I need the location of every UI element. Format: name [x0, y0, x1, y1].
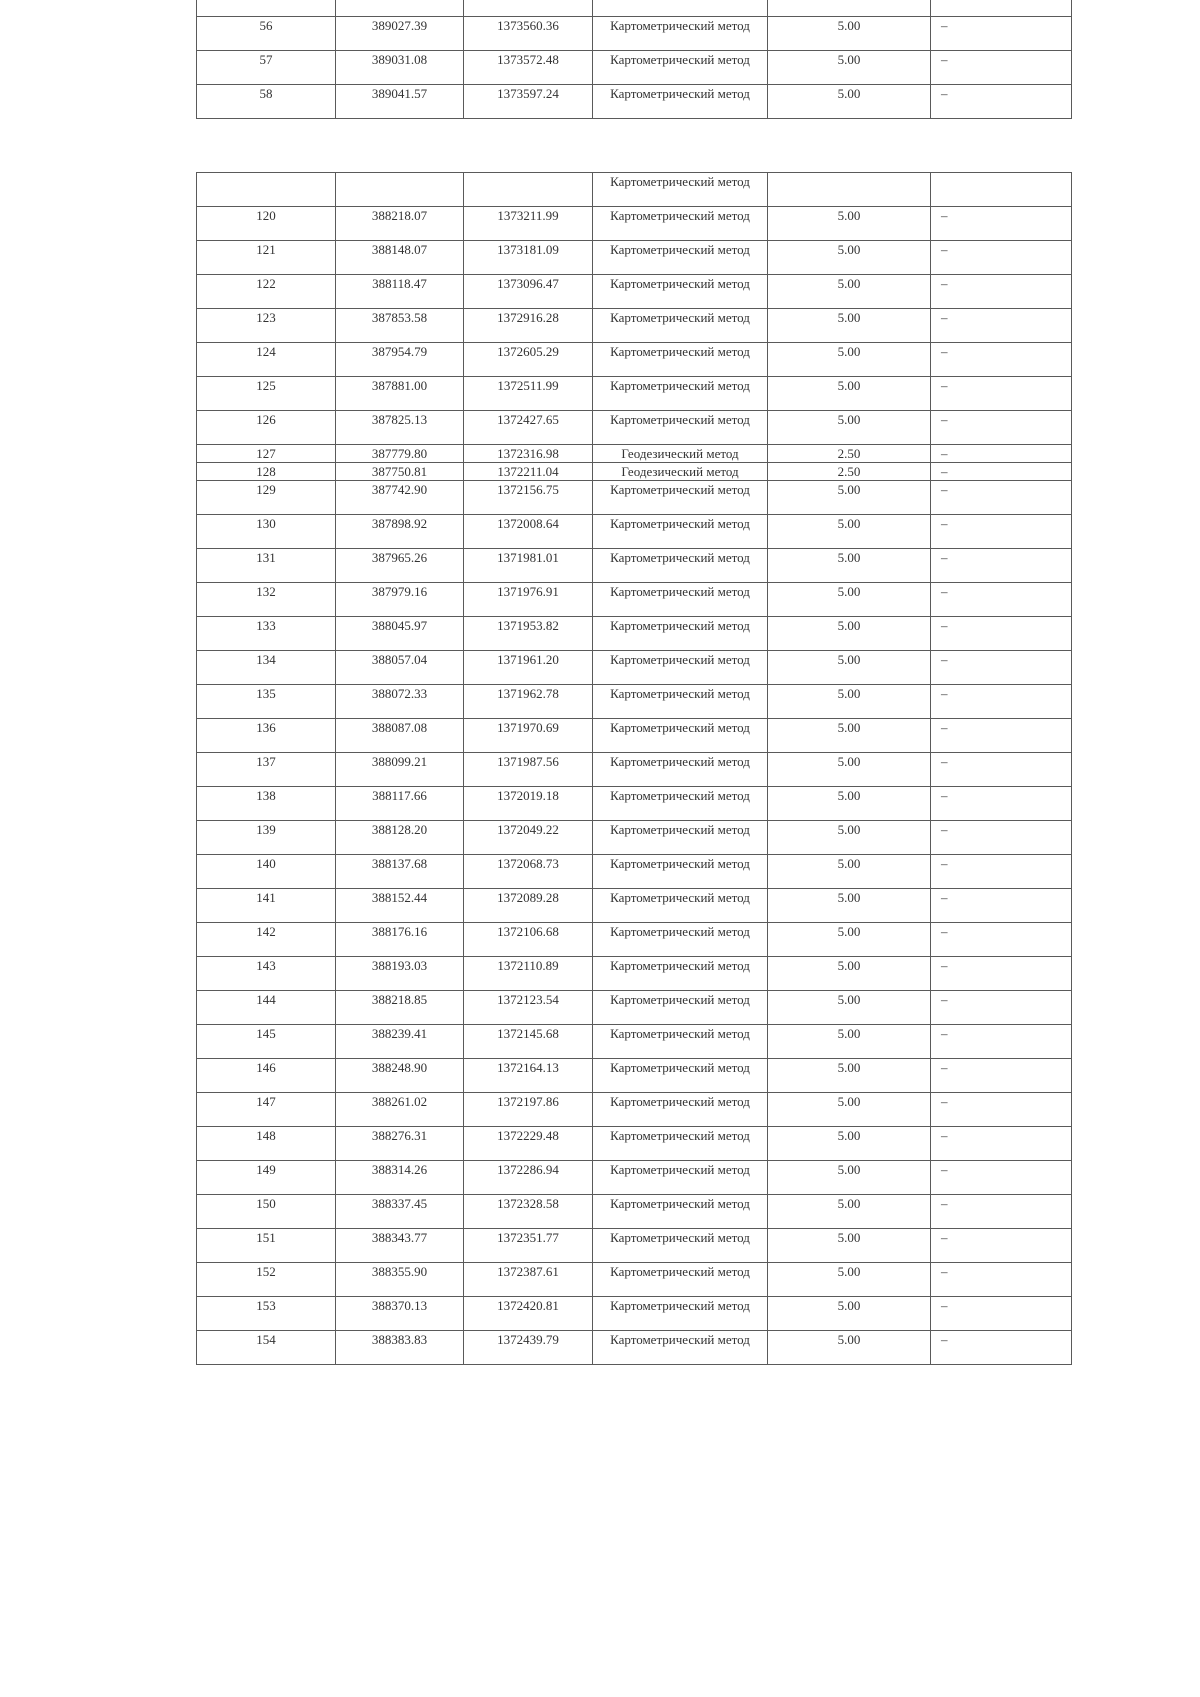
x-coordinate-cell: 388261.02 [336, 1093, 464, 1127]
note-cell: – [931, 1059, 1072, 1093]
error-cell: 5.00 [768, 719, 931, 753]
note-cell: – [931, 753, 1072, 787]
y-coordinate-cell: 1372110.89 [464, 957, 593, 991]
method-cell: Картометрический метод [593, 923, 768, 957]
x-coordinate-cell: 388137.68 [336, 855, 464, 889]
method-cell: Картометрический метод [593, 411, 768, 445]
note-cell: – [931, 991, 1072, 1025]
x-coordinate-cell: 388176.16 [336, 923, 464, 957]
method-cell: Картометрический метод [593, 1127, 768, 1161]
point-number-cell: 138 [197, 787, 336, 821]
table-row [197, 583, 1072, 617]
y-coordinate-cell: 1371953.82 [464, 617, 593, 651]
x-coordinate-cell: 387825.13 [336, 411, 464, 445]
error-cell: 5.00 [768, 309, 931, 343]
note-cell: – [931, 1161, 1072, 1195]
y-coordinate-cell: 1372351.77 [464, 1229, 593, 1263]
note-cell: – [931, 957, 1072, 991]
point-number-cell: 121 [197, 241, 336, 275]
coordinates-table [196, 172, 1072, 1365]
error-cell: 5.00 [768, 957, 931, 991]
x-coordinate-cell: 388099.21 [336, 753, 464, 787]
x-coordinate-cell: 388072.33 [336, 685, 464, 719]
x-coordinate-cell: 388239.41 [336, 1025, 464, 1059]
error-cell: 5.00 [768, 651, 931, 685]
method-cell: Картометрический метод [593, 85, 768, 119]
error-cell: 5.00 [768, 1127, 931, 1161]
y-coordinate-cell: 1372156.75 [464, 481, 593, 515]
y-coordinate-cell: 1373181.09 [464, 241, 593, 275]
note-cell: – [931, 923, 1072, 957]
note-cell [931, 173, 1072, 207]
table-row [197, 481, 1072, 515]
note-cell: – [931, 1025, 1072, 1059]
point-number-cell: 148 [197, 1127, 336, 1161]
method-cell: Картометрический метод [593, 991, 768, 1025]
point-number-cell: 135 [197, 685, 336, 719]
note-cell: – [931, 85, 1072, 119]
table-row [197, 275, 1072, 309]
table-row [197, 1127, 1072, 1161]
method-cell: Картометрический метод [593, 889, 768, 923]
y-coordinate-cell: 1373211.99 [464, 207, 593, 241]
table-fragment-top [196, 0, 1071, 101]
error-cell: 5.00 [768, 1297, 931, 1331]
y-coordinate-cell: 1372229.48 [464, 1127, 593, 1161]
table-row [197, 17, 1072, 51]
table-row [197, 343, 1072, 377]
table-row [197, 309, 1072, 343]
note-cell: – [931, 787, 1072, 821]
y-coordinate-cell: 1371987.56 [464, 753, 593, 787]
method-cell: Геодезический метод [593, 463, 768, 481]
method-cell: Картометрический метод [593, 753, 768, 787]
error-cell: 5.00 [768, 411, 931, 445]
table-row [197, 821, 1072, 855]
point-number-cell: 153 [197, 1297, 336, 1331]
x-coordinate-cell: 388148.07 [336, 241, 464, 275]
y-coordinate-cell: 1372605.29 [464, 343, 593, 377]
method-cell: Картометрический метод [593, 1297, 768, 1331]
method-cell: Картометрический метод [593, 1195, 768, 1229]
y-coordinate-cell: 1371961.20 [464, 651, 593, 685]
note-cell: – [931, 719, 1072, 753]
table-row [197, 991, 1072, 1025]
table-row [197, 0, 1072, 17]
error-cell: 5.00 [768, 1195, 931, 1229]
method-cell: Картометрический метод [593, 719, 768, 753]
x-coordinate-cell: 388343.77 [336, 1229, 464, 1263]
error-cell: 5.00 [768, 275, 931, 309]
x-coordinate-cell: 389027.39 [336, 17, 464, 51]
x-coordinate-cell: 388337.45 [336, 1195, 464, 1229]
y-coordinate-cell: 1372068.73 [464, 855, 593, 889]
point-number-cell: 136 [197, 719, 336, 753]
x-coordinate-cell: 387954.79 [336, 343, 464, 377]
table-row [197, 651, 1072, 685]
method-cell: Картометрический метод [593, 549, 768, 583]
table-row [197, 1229, 1072, 1263]
method-cell: Картометрический метод [593, 1025, 768, 1059]
point-number-cell [197, 0, 336, 17]
table-row [197, 923, 1072, 957]
note-cell: – [931, 549, 1072, 583]
x-coordinate-cell: 388218.07 [336, 207, 464, 241]
method-cell: Картометрический метод [593, 275, 768, 309]
method-cell: Геодезический метод [593, 445, 768, 463]
error-cell: 5.00 [768, 207, 931, 241]
note-cell: – [931, 411, 1072, 445]
point-number-cell: 137 [197, 753, 336, 787]
y-coordinate-cell: 1372164.13 [464, 1059, 593, 1093]
x-coordinate-cell: 388087.08 [336, 719, 464, 753]
note-cell: – [931, 889, 1072, 923]
table-row [197, 377, 1072, 411]
error-cell: 5.00 [768, 1025, 931, 1059]
method-cell: Картометрический метод [593, 207, 768, 241]
point-number-cell: 124 [197, 343, 336, 377]
error-cell: 5.00 [768, 583, 931, 617]
note-cell: – [931, 1263, 1072, 1297]
error-cell: 5.00 [768, 787, 931, 821]
point-number-cell: 142 [197, 923, 336, 957]
x-coordinate-cell: 387853.58 [336, 309, 464, 343]
point-number-cell: 140 [197, 855, 336, 889]
method-cell: Картометрический метод [593, 481, 768, 515]
table-row [197, 241, 1072, 275]
y-coordinate-cell: 1372008.64 [464, 515, 593, 549]
point-number-cell: 134 [197, 651, 336, 685]
y-coordinate-cell: 1372106.68 [464, 923, 593, 957]
x-coordinate-cell: 388193.03 [336, 957, 464, 991]
note-cell: – [931, 685, 1072, 719]
error-cell: 5.00 [768, 617, 931, 651]
error-cell: 5.00 [768, 855, 931, 889]
y-coordinate-cell: 1371976.91 [464, 583, 593, 617]
error-cell: 5.00 [768, 923, 931, 957]
table-row [197, 1161, 1072, 1195]
table-row [197, 173, 1072, 207]
x-coordinate-cell: 388057.04 [336, 651, 464, 685]
x-coordinate-cell: 388128.20 [336, 821, 464, 855]
note-cell: – [931, 377, 1072, 411]
method-cell: Картометрический метод [593, 241, 768, 275]
note-cell: – [931, 1331, 1072, 1365]
note-cell: – [931, 445, 1072, 463]
y-coordinate-cell [464, 173, 593, 207]
y-coordinate-cell: 1373597.24 [464, 85, 593, 119]
method-cell: Картометрический метод [593, 343, 768, 377]
y-coordinate-cell: 1372286.94 [464, 1161, 593, 1195]
table-row [197, 207, 1072, 241]
point-number-cell: 122 [197, 275, 336, 309]
point-number-cell: 152 [197, 1263, 336, 1297]
x-coordinate-cell: 388045.97 [336, 617, 464, 651]
y-coordinate-cell: 1372427.65 [464, 411, 593, 445]
table-row [197, 85, 1072, 119]
y-coordinate-cell: 1372316.98 [464, 445, 593, 463]
table-row [197, 1093, 1072, 1127]
method-cell: Картометрический метод [593, 377, 768, 411]
x-coordinate-cell [336, 173, 464, 207]
table-row [197, 1297, 1072, 1331]
x-coordinate-cell: 388314.26 [336, 1161, 464, 1195]
error-cell: 5.00 [768, 51, 931, 85]
method-cell: Картометрический метод [593, 51, 768, 85]
method-cell: Картометрический метод [593, 1263, 768, 1297]
y-coordinate-cell: 1372145.68 [464, 1025, 593, 1059]
error-cell: 2.50 [768, 463, 931, 481]
x-coordinate-cell: 387750.81 [336, 463, 464, 481]
point-number-cell: 144 [197, 991, 336, 1025]
x-coordinate-cell: 388152.44 [336, 889, 464, 923]
table-row [197, 1025, 1072, 1059]
error-cell [768, 173, 931, 207]
x-coordinate-cell: 388117.66 [336, 787, 464, 821]
y-coordinate-cell: 1372049.22 [464, 821, 593, 855]
error-cell: 2.50 [768, 445, 931, 463]
error-cell: 5.00 [768, 1161, 931, 1195]
x-coordinate-cell: 387779.80 [336, 445, 464, 463]
error-cell: 5.00 [768, 1093, 931, 1127]
table-row [197, 957, 1072, 991]
y-coordinate-cell: 1372511.99 [464, 377, 593, 411]
point-number-cell: 149 [197, 1161, 336, 1195]
method-cell: Картометрический метод [593, 1229, 768, 1263]
point-number-cell: 131 [197, 549, 336, 583]
error-cell: 5.00 [768, 889, 931, 923]
note-cell: – [931, 583, 1072, 617]
x-coordinate-cell: 387898.92 [336, 515, 464, 549]
table-row [197, 855, 1072, 889]
table-row [197, 411, 1072, 445]
point-number-cell: 126 [197, 411, 336, 445]
y-coordinate-cell: 1371962.78 [464, 685, 593, 719]
point-number-cell: 154 [197, 1331, 336, 1365]
x-coordinate-cell: 389041.57 [336, 85, 464, 119]
note-cell: – [931, 821, 1072, 855]
error-cell: 5.00 [768, 1059, 931, 1093]
note-cell: – [931, 343, 1072, 377]
point-number-cell: 56 [197, 17, 336, 51]
note-cell: – [931, 1093, 1072, 1127]
note-cell: – [931, 515, 1072, 549]
note-cell: – [931, 1229, 1072, 1263]
point-number-cell: 57 [197, 51, 336, 85]
table-row [197, 515, 1072, 549]
y-coordinate-cell: 1372197.86 [464, 1093, 593, 1127]
table-row [197, 617, 1072, 651]
method-cell: Картометрический метод [593, 1331, 768, 1365]
y-coordinate-cell: 1373096.47 [464, 275, 593, 309]
error-cell: 5.00 [768, 17, 931, 51]
table-row [197, 51, 1072, 85]
table-row [197, 753, 1072, 787]
method-cell: Картометрический метод [593, 957, 768, 991]
note-cell: – [931, 855, 1072, 889]
x-coordinate-cell: 389031.08 [336, 51, 464, 85]
table-row [197, 1059, 1072, 1093]
point-number-cell: 128 [197, 463, 336, 481]
note-cell: – [931, 617, 1072, 651]
point-number-cell: 150 [197, 1195, 336, 1229]
error-cell: 5.00 [768, 85, 931, 119]
note-cell: – [931, 17, 1072, 51]
error-cell [768, 0, 931, 17]
note-cell: – [931, 481, 1072, 515]
point-number-cell: 129 [197, 481, 336, 515]
table-row [197, 549, 1072, 583]
error-cell: 5.00 [768, 685, 931, 719]
method-cell: Картометрический метод [593, 1161, 768, 1195]
point-number-cell: 130 [197, 515, 336, 549]
error-cell: 5.00 [768, 1229, 931, 1263]
note-cell: – [931, 241, 1072, 275]
table-row [197, 463, 1072, 481]
note-cell: – [931, 207, 1072, 241]
y-coordinate-cell: 1373572.48 [464, 51, 593, 85]
note-cell: – [931, 651, 1072, 685]
x-coordinate-cell: 387979.16 [336, 583, 464, 617]
x-coordinate-cell: 388383.83 [336, 1331, 464, 1365]
method-cell: Картометрический метод [593, 17, 768, 51]
x-coordinate-cell: 387881.00 [336, 377, 464, 411]
table-row [197, 445, 1072, 463]
note-cell [931, 0, 1072, 17]
point-number-cell: 147 [197, 1093, 336, 1127]
y-coordinate-cell: 1372328.58 [464, 1195, 593, 1229]
x-coordinate-cell: 388118.47 [336, 275, 464, 309]
y-coordinate-cell: 1371970.69 [464, 719, 593, 753]
y-coordinate-cell: 1372387.61 [464, 1263, 593, 1297]
x-coordinate-cell: 388355.90 [336, 1263, 464, 1297]
method-cell: Картометрический метод [593, 651, 768, 685]
method-cell: Картометрический метод [593, 309, 768, 343]
y-coordinate-cell: 1371981.01 [464, 549, 593, 583]
method-cell [593, 0, 768, 17]
y-coordinate-cell [464, 0, 593, 17]
x-coordinate-cell: 388276.31 [336, 1127, 464, 1161]
y-coordinate-cell: 1372916.28 [464, 309, 593, 343]
method-cell: Картометрический метод [593, 617, 768, 651]
point-number-cell: 123 [197, 309, 336, 343]
table-row [197, 787, 1072, 821]
note-cell: – [931, 463, 1072, 481]
y-coordinate-cell: 1373560.36 [464, 17, 593, 51]
error-cell: 5.00 [768, 1331, 931, 1365]
x-coordinate-cell: 387742.90 [336, 481, 464, 515]
point-number-cell: 127 [197, 445, 336, 463]
y-coordinate-cell: 1372439.79 [464, 1331, 593, 1365]
point-number-cell: 58 [197, 85, 336, 119]
note-cell: – [931, 309, 1072, 343]
method-cell: Картометрический метод [593, 685, 768, 719]
method-cell: Картометрический метод [593, 173, 768, 207]
error-cell: 5.00 [768, 1263, 931, 1297]
point-number-cell [197, 173, 336, 207]
point-number-cell: 120 [197, 207, 336, 241]
table-fragment-bottom [196, 174, 1071, 1373]
error-cell: 5.00 [768, 515, 931, 549]
table-row [197, 1263, 1072, 1297]
method-cell: Картометрический метод [593, 855, 768, 889]
point-number-cell: 145 [197, 1025, 336, 1059]
coordinates-table [196, 0, 1072, 119]
method-cell: Картометрический метод [593, 1059, 768, 1093]
method-cell: Картометрический метод [593, 1093, 768, 1127]
error-cell: 5.00 [768, 377, 931, 411]
note-cell: – [931, 275, 1072, 309]
method-cell: Картометрический метод [593, 787, 768, 821]
x-coordinate-cell: 387965.26 [336, 549, 464, 583]
method-cell: Картометрический метод [593, 583, 768, 617]
table-row [197, 1195, 1072, 1229]
y-coordinate-cell: 1372420.81 [464, 1297, 593, 1331]
point-number-cell: 141 [197, 889, 336, 923]
error-cell: 5.00 [768, 481, 931, 515]
point-number-cell: 125 [197, 377, 336, 411]
point-number-cell: 151 [197, 1229, 336, 1263]
error-cell: 5.00 [768, 753, 931, 787]
error-cell: 5.00 [768, 549, 931, 583]
point-number-cell: 143 [197, 957, 336, 991]
y-coordinate-cell: 1372019.18 [464, 787, 593, 821]
method-cell: Картометрический метод [593, 515, 768, 549]
error-cell: 5.00 [768, 343, 931, 377]
table-row [197, 1331, 1072, 1365]
note-cell: – [931, 1127, 1072, 1161]
error-cell: 5.00 [768, 991, 931, 1025]
error-cell: 5.00 [768, 821, 931, 855]
y-coordinate-cell: 1372123.54 [464, 991, 593, 1025]
y-coordinate-cell: 1372211.04 [464, 463, 593, 481]
point-number-cell: 132 [197, 583, 336, 617]
x-coordinate-cell: 388218.85 [336, 991, 464, 1025]
point-number-cell: 139 [197, 821, 336, 855]
x-coordinate-cell: 388248.90 [336, 1059, 464, 1093]
method-cell: Картометрический метод [593, 821, 768, 855]
table-row [197, 719, 1072, 753]
table-row [197, 889, 1072, 923]
y-coordinate-cell: 1372089.28 [464, 889, 593, 923]
x-coordinate-cell: 388370.13 [336, 1297, 464, 1331]
point-number-cell: 146 [197, 1059, 336, 1093]
x-coordinate-cell [336, 0, 464, 17]
table-row [197, 685, 1072, 719]
point-number-cell: 133 [197, 617, 336, 651]
note-cell: – [931, 51, 1072, 85]
note-cell: – [931, 1297, 1072, 1331]
error-cell: 5.00 [768, 241, 931, 275]
note-cell: – [931, 1195, 1072, 1229]
